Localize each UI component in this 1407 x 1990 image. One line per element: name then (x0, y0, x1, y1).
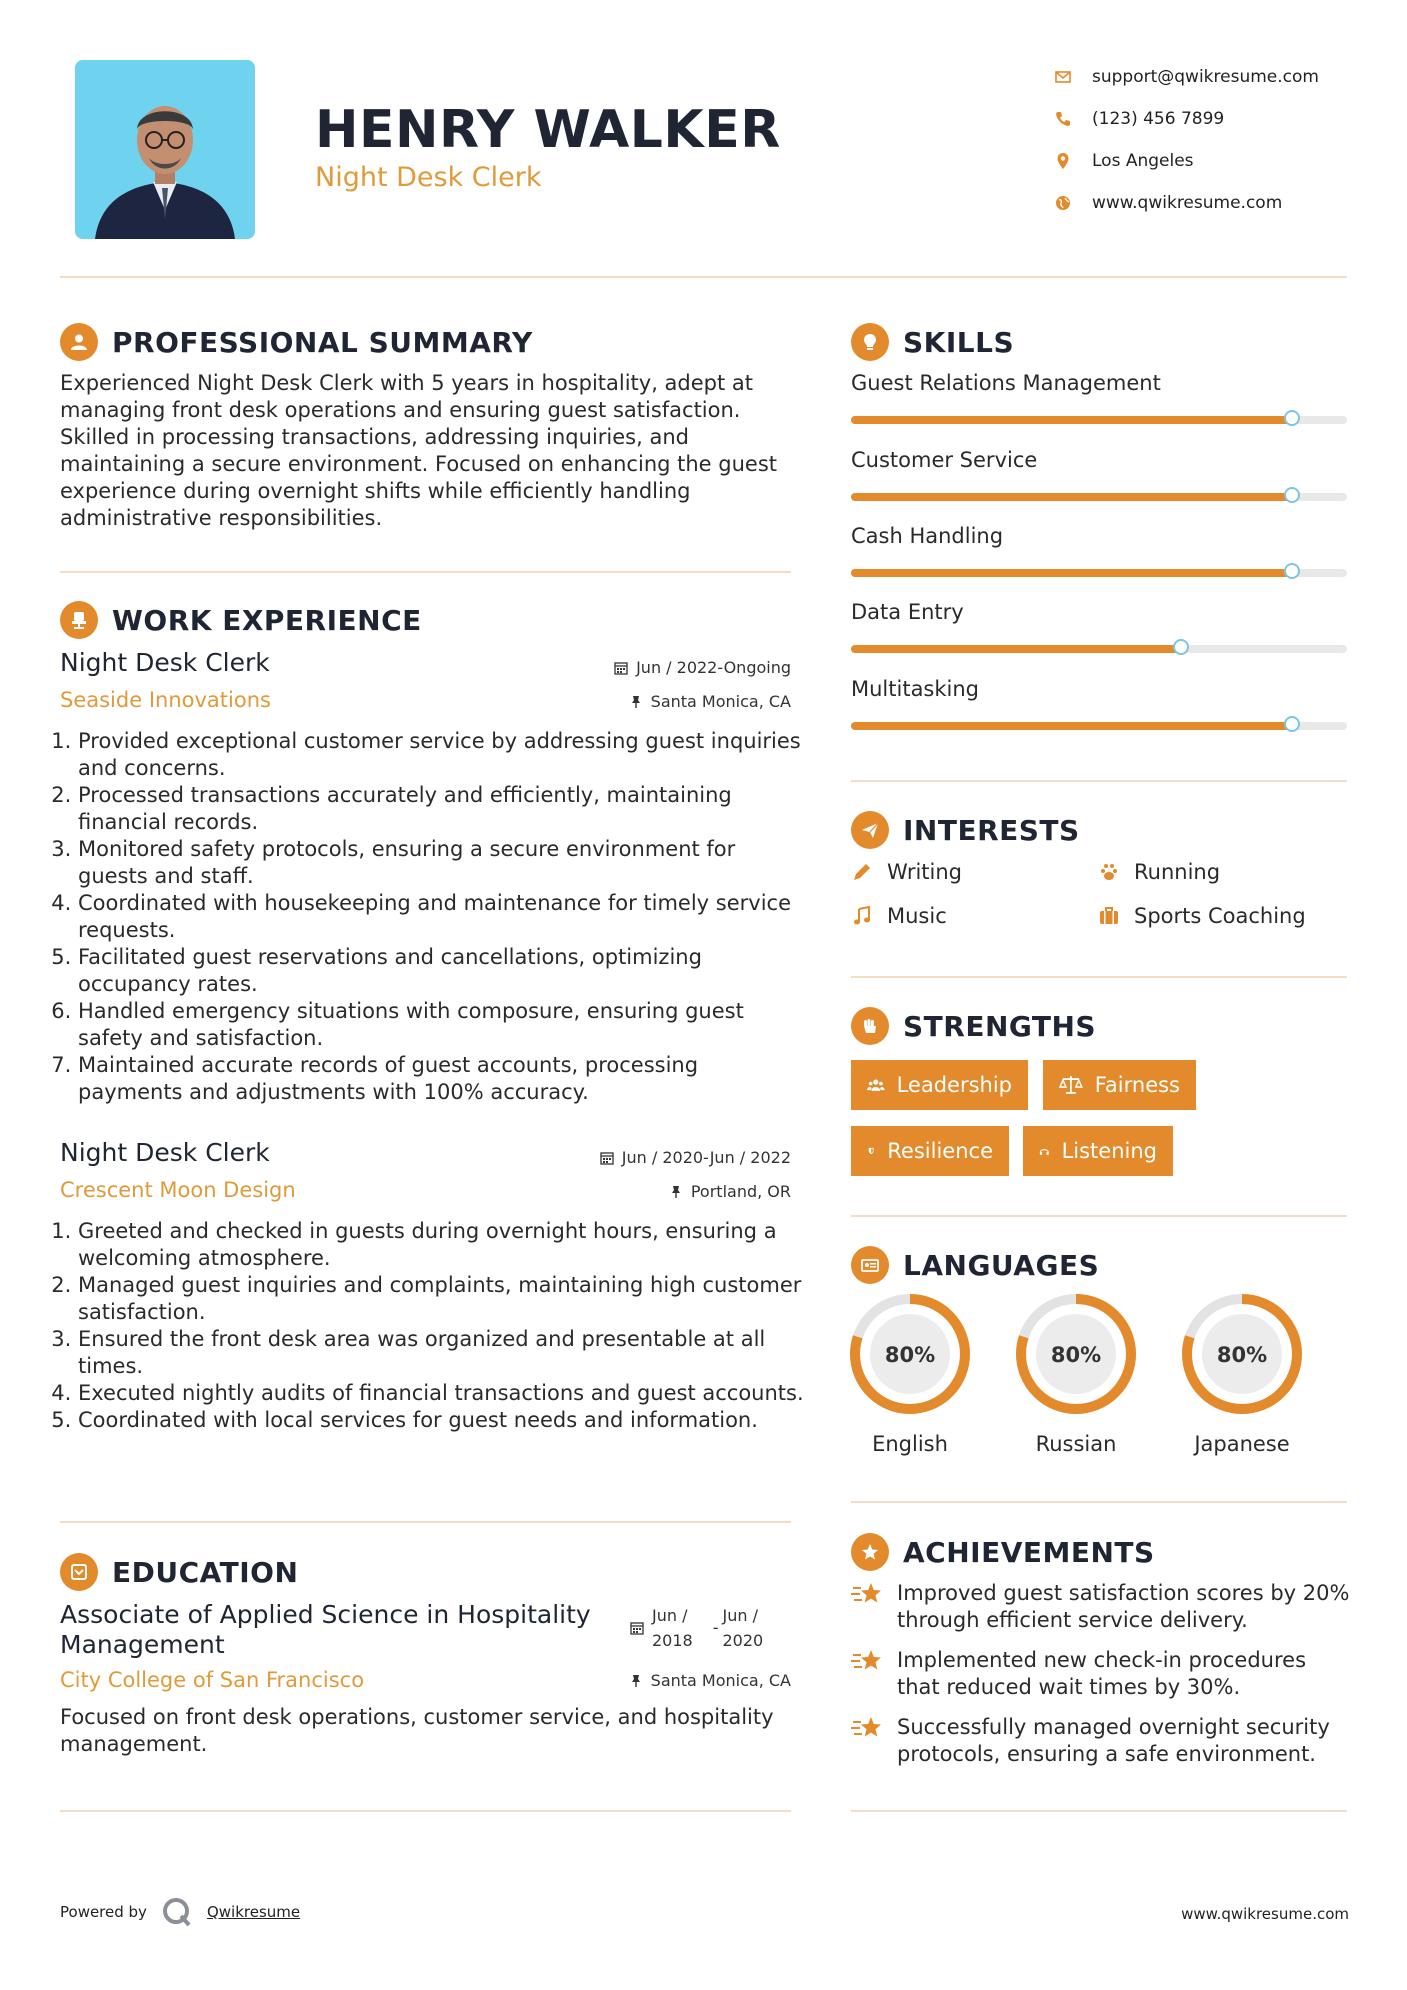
strength-label: Leadership (896, 1073, 1012, 1097)
headphones-icon (1039, 1139, 1050, 1163)
qwikresume-logo-icon (161, 1896, 193, 1928)
achievement-text: Implemented new check-in procedures that reduced wait times by 30%. (897, 1648, 1307, 1699)
lightbulb-icon (851, 323, 889, 361)
job-2-duties (60, 1218, 808, 1434)
phone-icon (1054, 110, 1072, 128)
skills-heading (851, 323, 1014, 361)
contact-phone-text: (123) 456 7899 (1092, 109, 1225, 129)
skill-bar-fill (851, 493, 1292, 501)
strength-resilience (851, 1126, 1009, 1176)
skill-label: Multitasking (851, 677, 980, 701)
education-date-separator: - (712, 1618, 719, 1637)
job-1-date-text: Jun / 2022-Ongoing (636, 658, 791, 677)
education-location (629, 1671, 791, 1690)
education-start-year: 2018 (652, 1631, 693, 1650)
education-end-year: 2020 (722, 1631, 764, 1650)
education-title: EDUCATION (112, 1555, 299, 1589)
school-name: City College of San Francisco (60, 1668, 365, 1692)
fist-icon (851, 1007, 889, 1045)
skill-bar-knob (1284, 563, 1300, 579)
strength-leadership (851, 1060, 1028, 1110)
job-2-location (669, 1182, 791, 1201)
list-item: 2. Managed guest inquiries and complaints, maintaining high customer satisfaction. (78, 1272, 808, 1326)
pencil-icon (851, 861, 873, 883)
skills-title: SKILLS (903, 325, 1015, 359)
summary-text: Experienced Night Desk Clerk with 5 years in hospitality, adept at managing front desk operations and ensuring guest satisfaction. Skilled in processing transactions, addressing inquiries, and maintaining a secure environment. Focused on enhancing the guest experience during overnight shifts while efficiently handling administrative responsibilities. (60, 371, 778, 530)
language-russian (1014, 1292, 1138, 1456)
pushpin-icon (629, 1674, 643, 1688)
skill-bar (851, 493, 1347, 501)
strength-label: Resilience (887, 1139, 993, 1163)
strength-label: Listening (1061, 1139, 1157, 1163)
strengths-heading (851, 1007, 1096, 1045)
education-end-month: Jun / (722, 1606, 758, 1625)
languages-title: LANGUAGES (903, 1248, 1100, 1282)
paw-icon (1098, 861, 1120, 883)
skill-bar-knob (1284, 487, 1300, 503)
footer-url[interactable]: www.qwikresume.com (1181, 1905, 1349, 1923)
pushpin-icon (629, 695, 643, 709)
education-location-text: Santa Monica, CA (650, 1671, 791, 1690)
list-item: 5. Coordinated with local services for guest needs and information. (78, 1407, 808, 1434)
languages-divider (851, 1501, 1347, 1503)
skill-label: Data Entry (851, 600, 964, 624)
interest-label: Music (887, 904, 947, 928)
education-divider (60, 1810, 791, 1812)
skill-bar (851, 722, 1347, 730)
language-english (848, 1292, 972, 1456)
list-item: 6. Handled emergency situations with composure, ensuring guest safety and satisfaction. (78, 998, 808, 1052)
interest-writing (851, 860, 962, 884)
interest-label: Writing (887, 860, 962, 884)
candidate-title: Night Desk Clerk (315, 162, 542, 193)
envelope-icon (1054, 68, 1072, 86)
paper-plane-icon (851, 811, 889, 849)
summary-heading (60, 323, 533, 361)
languages-heading (851, 1246, 1099, 1284)
job-2-title: Night Desk Clerk (60, 1138, 270, 1167)
contact-website-text: www.qwikresume.com (1092, 193, 1283, 213)
language-ring (848, 1292, 972, 1416)
globe-icon (1054, 194, 1072, 212)
list-item: 4. Coordinated with housekeeping and maintenance for timely service requests. (78, 890, 808, 944)
summary-divider (60, 571, 791, 573)
job-1-company: Seaside Innovations (60, 688, 271, 712)
achievements-title: ACHIEVEMENTS (903, 1535, 1155, 1569)
language-name: Russian (1035, 1432, 1117, 1456)
contact-location-text: Los Angeles (1092, 151, 1194, 171)
skill-label: Guest Relations Management (851, 371, 1161, 395)
skill-bar-fill (851, 416, 1292, 424)
contact-list (1054, 56, 1384, 224)
summary-title: PROFESSIONAL SUMMARY (112, 325, 533, 359)
list-item: 3. Monitored safety protocols, ensuring a secure environment for guests and staff. (78, 836, 808, 890)
footer-powered-by (60, 1896, 300, 1928)
briefcase-icon (1098, 905, 1120, 927)
user-icon (60, 323, 98, 361)
powered-by-text: Powered by (60, 1903, 147, 1921)
map-marker-icon (1054, 152, 1072, 170)
skill-bar-knob (1284, 716, 1300, 732)
skill-bar-knob (1284, 410, 1300, 426)
header-divider (60, 276, 1347, 278)
experience-divider (60, 1521, 791, 1523)
contact-location (1054, 140, 1384, 182)
job-2-company: Crescent Moon Design (60, 1178, 296, 1202)
language-percent: 80% (884, 1343, 936, 1367)
job-2-date-text: Jun / 2020-Jun / 2022 (621, 1148, 791, 1167)
contact-email-text: support@qwikresume.com (1092, 67, 1319, 87)
job-1-location-text: Santa Monica, CA (650, 692, 791, 711)
skill-bar (851, 569, 1347, 577)
list-item: 4. Executed nightly audits of financial transactions and guest accounts. (78, 1380, 808, 1407)
list-item: 5. Facilitated guest reservations and cancellations, optimizing occupancy rates. (78, 944, 808, 998)
contact-email[interactable] (1054, 56, 1384, 98)
skill-bar-fill (851, 645, 1181, 653)
skill-bar-fill (851, 569, 1292, 577)
shooting-star-icon (851, 1647, 885, 1677)
job-2-date (600, 1148, 791, 1167)
skill-bar (851, 416, 1347, 424)
id-card-icon (851, 1246, 889, 1284)
candidate-name: HENRY WALKER (315, 100, 781, 160)
music-note-icon (851, 905, 873, 927)
experience-title: WORK EXPERIENCE (112, 603, 422, 637)
calendar-icon (630, 1621, 644, 1635)
language-ring (1180, 1292, 1304, 1416)
brand-link[interactable]: Qwikresume (206, 1903, 301, 1921)
interests-heading (851, 811, 1080, 849)
interest-label: Running (1134, 860, 1221, 884)
experience-heading (60, 601, 422, 639)
list-item: 7. Maintained accurate records of guest accounts, processing payments and adjustments with 100% accuracy. (78, 1052, 808, 1106)
skill-bar-fill (851, 722, 1292, 730)
skill-label: Customer Service (851, 448, 1038, 472)
skill-bar-knob (1173, 639, 1189, 655)
achievement-text: Successfully managed overnight security protocols, ensuring a safe environment. (897, 1715, 1330, 1766)
star-badge-icon (851, 1533, 889, 1571)
list-item: 1. Greeted and checked in guests during overnight hours, ensuring a welcoming atmosphere. (78, 1218, 808, 1272)
pushpin-icon (669, 1185, 683, 1199)
education-end (723, 1603, 764, 1653)
skill-label: Cash Handling (851, 524, 1004, 548)
achievements-divider (851, 1810, 1347, 1812)
shield-icon (867, 1139, 875, 1163)
interests-title: INTERESTS (903, 813, 1080, 847)
interest-sports-coaching (1098, 904, 1306, 928)
job-1-title: Night Desk Clerk (60, 648, 270, 677)
achievement-item (851, 1647, 1351, 1701)
graduation-icon (60, 1553, 98, 1591)
briefcase-chair-icon (60, 601, 98, 639)
language-name: English (872, 1432, 948, 1456)
profile-photo (75, 60, 255, 239)
interest-running (1098, 860, 1220, 884)
strengths-title: STRENGTHS (903, 1009, 1097, 1043)
strength-fairness (1043, 1060, 1196, 1110)
education-start-month: Jun / (652, 1606, 688, 1625)
calendar-icon (614, 661, 628, 675)
interest-label: Sports Coaching (1134, 904, 1306, 928)
job-1-location (629, 692, 791, 711)
strength-listening (1023, 1126, 1173, 1176)
contact-website[interactable] (1054, 182, 1384, 224)
achievement-item (851, 1714, 1351, 1768)
scale-icon (1059, 1073, 1083, 1097)
language-ring (1014, 1292, 1138, 1416)
education-description: Focused on front desk operations, customer service, and hospitality management. (60, 1705, 774, 1756)
job-2-location-text: Portland, OR (690, 1182, 791, 1201)
interest-music (851, 904, 947, 928)
shooting-star-icon (851, 1580, 885, 1610)
language-japanese (1180, 1292, 1304, 1456)
calendar-icon (600, 1151, 614, 1165)
achievement-text: Improved guest satisfaction scores by 20% through efficient service delivery. (897, 1581, 1350, 1632)
skills-divider (851, 780, 1347, 782)
contact-phone[interactable] (1054, 98, 1384, 140)
list-item: 2. Processed transactions accurately and efficiently, maintaining financial records. (78, 782, 808, 836)
list-item: 1. Provided exceptional customer service by addressing guest inquiries and concerns. (78, 728, 808, 782)
list-item: 3. Ensured the front desk area was organized and presentable at all times. (78, 1326, 808, 1380)
degree-title: Associate of Applied Science in Hospitality Management (60, 1600, 591, 1659)
strengths-divider (851, 1215, 1347, 1217)
shooting-star-icon (851, 1714, 885, 1744)
education-heading (60, 1553, 298, 1591)
strength-label: Fairness (1094, 1073, 1180, 1097)
achievements-heading (851, 1533, 1155, 1571)
users-icon (867, 1073, 885, 1097)
skill-bar (851, 645, 1347, 653)
language-name: Japanese (1194, 1432, 1290, 1456)
education-dates (630, 1603, 763, 1653)
person-portrait-icon (75, 60, 255, 239)
interests-divider (851, 976, 1347, 978)
job-1-duties (60, 728, 808, 1106)
education-start (652, 1603, 693, 1653)
job-1-date (614, 658, 791, 677)
language-percent: 80% (1216, 1343, 1268, 1367)
achievement-item (851, 1580, 1351, 1634)
language-percent: 80% (1050, 1343, 1102, 1367)
